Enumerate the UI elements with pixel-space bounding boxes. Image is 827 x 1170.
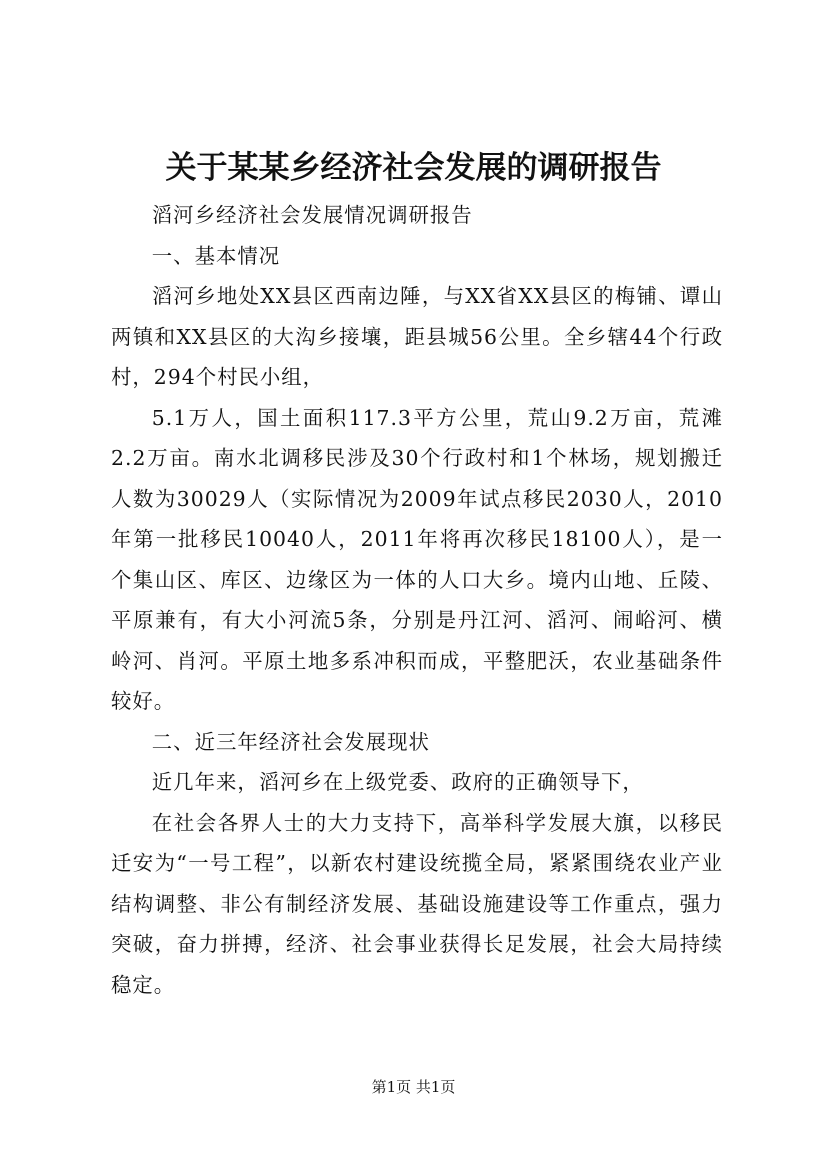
paragraph-section-heading-1: 一、基本情况 bbox=[151, 243, 281, 268]
paragraph: 滔河乡地处XX县区西南边陲，与XX省XX县区的梅铺、谭山两镇和XX县区的大沟乡接壤，距县城56公里。全乡辖44个行政村，294个村民小组， bbox=[111, 284, 723, 389]
document-body bbox=[111, 195, 723, 1005]
paragraph-section-heading-2: 二、近三年经济社会发展现状 bbox=[151, 729, 430, 754]
page-footer: 第1页 共1页 bbox=[371, 1078, 456, 1096]
paragraph: 5.1万人，国土面积117.3平方公里，荒山9.2万亩，荒滩2.2万亩。南水北调移民涉及30个行政村和1个林场，规划搬迁人数为30029人（实际情况为2009年试点移民2030人，2010年第一批移民10040人，2011年将再次移民18100人），是一个集山区、库区、边缘区为一体的人口大乡。境内山地、丘陵、平原兼有，有大小河流5条，分别是丹江河、滔河、闹峪河、横岭河、肖河。平原土地多系冲积而成，平整肥沃，农业基础条件较好。 bbox=[111, 405, 723, 713]
document-title: 关于某某乡经济社会发展的调研报告 bbox=[165, 150, 662, 186]
paragraph-subtitle: 滔河乡经济社会发展情况调研报告 bbox=[151, 203, 473, 227]
paragraph: 近几年来，滔河乡在上级党委、政府的正确领导下， bbox=[151, 770, 644, 794]
paragraph: 在社会各界人士的大力支持下，高举科学发展大旗，以移民迁安为“一号工程”，以新农村建设统揽全局，紧紧围绕农业产业结构调整、非公有制经济发展、基础设施建设等工作重点，强力突破，奋力拼搏，经济、社会事业获得长足发展，社会大局持续稳定。 bbox=[111, 810, 723, 997]
